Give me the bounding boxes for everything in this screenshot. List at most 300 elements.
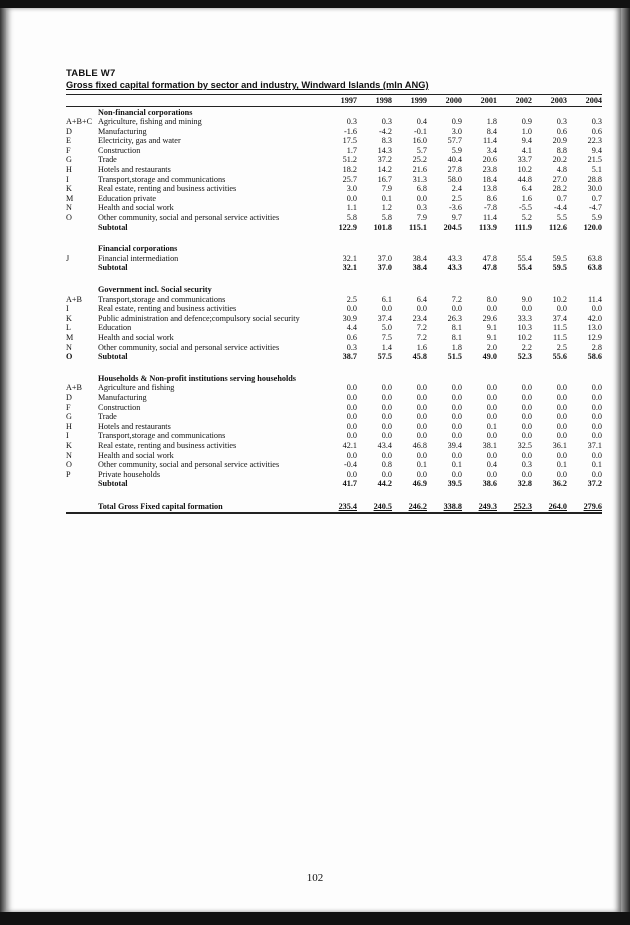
value-cell: 8.0: [486, 294, 497, 304]
value-cell: -5.5: [519, 203, 532, 213]
industry-code: K: [66, 440, 72, 450]
table-row: [66, 295, 602, 305]
value-cell: 1.4: [381, 342, 392, 352]
value-cell: 9.7: [451, 213, 462, 223]
section-title: Households & Non-profit institutions serving households: [98, 373, 296, 383]
value-cell: 112.6: [549, 222, 567, 232]
industry-label: Construction: [98, 145, 141, 155]
value-cell: 14.3: [377, 145, 392, 155]
value-cell: 0.0: [346, 421, 357, 431]
value-cell: 0.0: [556, 450, 567, 460]
industry-label: Hotels and restaurants: [98, 165, 171, 175]
data-table-container: [66, 94, 602, 514]
value-cell: 0.0: [451, 392, 462, 402]
value-cell: 235.4: [322, 501, 357, 513]
value-cell: 0.0: [416, 421, 427, 431]
value-cell: 0.0: [416, 412, 427, 422]
value-cell: 30.0: [587, 184, 602, 194]
industry-label: Agriculture, fishing and mining: [98, 117, 202, 127]
spacer-cell: [66, 232, 98, 244]
value-cell: 47.8: [482, 253, 497, 263]
code-cell: [66, 244, 98, 254]
value-cell: -0.4: [344, 460, 357, 470]
value-cell: 25.2: [412, 155, 427, 165]
value-cell: 0.0: [346, 450, 357, 460]
industry-label: Trade: [98, 155, 117, 165]
value-cell: 4.4: [346, 323, 357, 333]
value-cell: 45.8: [412, 352, 427, 362]
value-cell: 0.0: [416, 450, 427, 460]
value-cell: 36.1: [552, 440, 567, 450]
value-cell: 26.3: [447, 313, 462, 323]
subtotal-row: [66, 263, 602, 273]
value-cell: 0.3: [591, 117, 602, 127]
total-label: Total Gross Fixed capital formation: [98, 501, 322, 513]
header-year: 2002: [515, 96, 532, 105]
industry-label: Education private: [98, 193, 156, 203]
value-cell: 20.6: [482, 155, 497, 165]
value-cell: 2.5: [346, 294, 357, 304]
value-cell: 5.9: [451, 145, 462, 155]
value-cell: 122.9: [338, 222, 357, 232]
industry-code: A+B+C: [66, 117, 93, 127]
value-cell: 5.0: [381, 323, 392, 333]
value-cell: 23.4: [412, 313, 427, 323]
industry-label: Other community, social and personal service activities: [98, 213, 280, 223]
section-spacer: [66, 273, 602, 285]
subtotal-code: [66, 479, 98, 489]
value-cell: 115.1: [409, 222, 427, 232]
value-cell: 246.2: [392, 501, 427, 513]
value-cell: 7.9: [381, 184, 392, 194]
industry-label: Real estate, renting and business activities: [98, 440, 237, 450]
value-cell: -4.2: [379, 126, 392, 136]
value-cell: 7.2: [451, 294, 462, 304]
value-cell: 10.2: [517, 332, 532, 342]
value-cell: 43.3: [447, 253, 462, 263]
table-row: [66, 213, 602, 223]
value-cell: 32.1: [342, 263, 357, 273]
value-cell: 0.0: [451, 412, 462, 422]
value-cell: 101.8: [373, 222, 392, 232]
code-cell: [66, 374, 98, 384]
value-cell: 0.0: [486, 383, 497, 393]
value-cell: 37.1: [587, 440, 602, 450]
subtotal-code: [66, 223, 98, 233]
table-label: TABLE W7: [66, 68, 116, 79]
header-year: 2003: [550, 96, 567, 105]
value-cell: 0.0: [346, 304, 357, 314]
table-row: [66, 314, 602, 324]
value-cell: 58.0: [447, 174, 462, 184]
value-cell: 0.3: [381, 117, 392, 127]
value-cell: 5.8: [381, 213, 392, 223]
value-cell: 0.0: [416, 304, 427, 314]
value-cell: 58.6: [587, 352, 602, 362]
value-cell: 0.3: [521, 460, 532, 470]
value-cell: 0.0: [591, 469, 602, 479]
value-cell: 0.0: [521, 431, 532, 441]
industry-label: Health and social work: [98, 203, 174, 213]
header-year: 1999: [410, 96, 427, 105]
value-cell: 43.3: [447, 263, 462, 273]
value-cell: 0.3: [346, 342, 357, 352]
industry-code: A+B: [66, 294, 82, 304]
industry-label: Real estate, renting and business activities: [98, 304, 237, 314]
value-cell: 0.4: [486, 460, 497, 470]
value-cell: 0.0: [381, 392, 392, 402]
value-cell: 52.3: [517, 352, 532, 362]
value-cell: 0.0: [556, 469, 567, 479]
value-cell: 0.7: [556, 193, 567, 203]
value-cell: 1.6: [521, 193, 532, 203]
industry-code: L: [66, 323, 72, 333]
industry-code: D: [66, 392, 72, 402]
industry-label: Hotels and restaurants: [98, 421, 171, 431]
value-cell: 0.0: [486, 402, 497, 412]
table-row: [66, 165, 602, 175]
value-cell: 1.8: [451, 342, 462, 352]
industry-code: K: [66, 313, 72, 323]
spacer-cell: [66, 273, 98, 285]
value-cell: 33.7: [517, 155, 532, 165]
value-cell: 14.2: [377, 165, 392, 175]
value-cell: 0.0: [451, 450, 462, 460]
industry-code: P: [66, 469, 71, 479]
value-cell: 5.5: [556, 213, 567, 223]
subtotal-row: [66, 479, 602, 489]
value-cell: 0.0: [381, 469, 392, 479]
total-code: [66, 501, 98, 513]
value-cell: 38.1: [482, 440, 497, 450]
value-cell: 0.3: [556, 117, 567, 127]
value-cell: 16.0: [412, 136, 427, 146]
value-cell: 2.5: [451, 193, 462, 203]
value-cell: 29.6: [482, 313, 497, 323]
value-cell: 38.4: [412, 253, 427, 263]
industry-label: Health and social work: [98, 450, 174, 460]
value-cell: 5.2: [521, 213, 532, 223]
section-title: Government incl. Social security: [98, 285, 212, 294]
value-cell: 0.0: [451, 383, 462, 393]
value-cell: 9.4: [521, 136, 532, 146]
value-cell: 28.2: [552, 184, 567, 194]
subtotal-label: Subtotal: [98, 263, 128, 273]
value-cell: 0.0: [416, 402, 427, 412]
value-cell: 0.0: [346, 431, 357, 441]
value-cell: 0.0: [416, 193, 427, 203]
value-cell: 0.0: [451, 402, 462, 412]
value-cell: 0.0: [591, 431, 602, 441]
table-row: [66, 383, 602, 393]
industry-code: I: [66, 304, 69, 314]
value-cell: 0.0: [591, 421, 602, 431]
value-cell: 264.0: [532, 501, 567, 513]
value-cell: 0.6: [556, 126, 567, 136]
value-cell: 1.0: [521, 126, 532, 136]
value-cell: 8.6: [486, 193, 497, 203]
industry-code: G: [66, 412, 72, 422]
value-cell: 0.0: [521, 402, 532, 412]
value-cell: 1.2: [381, 203, 392, 213]
value-cell: 0.9: [451, 117, 462, 127]
table-row: [66, 304, 602, 314]
value-cell: 120.0: [583, 222, 602, 232]
value-cell: 0.0: [346, 392, 357, 402]
value-cell: 0.0: [521, 383, 532, 393]
value-cell: 0.0: [381, 412, 392, 422]
value-cell: 57.7: [447, 136, 462, 146]
value-cell: 2.8: [591, 342, 602, 352]
header-year: 2000: [445, 96, 462, 105]
table-row: [66, 470, 602, 480]
industry-label: Other community, social and personal service activities: [98, 460, 280, 470]
value-cell: 4.1: [521, 145, 532, 155]
industry-code: J: [66, 253, 70, 263]
section-header-row: [66, 285, 602, 295]
section-title: Non-financial corporations: [98, 107, 193, 117]
value-cell: 11.4: [482, 213, 497, 223]
value-cell: 252.3: [497, 501, 532, 513]
industry-code: I: [66, 431, 69, 441]
value-cell: 0.0: [486, 450, 497, 460]
value-cell: 0.0: [556, 431, 567, 441]
value-cell: 0.0: [486, 304, 497, 314]
value-cell: 37.2: [587, 479, 602, 489]
value-cell: 5.7: [416, 145, 427, 155]
industry-code: G: [66, 155, 72, 165]
header-year: 1998: [375, 96, 392, 105]
value-cell: 0.0: [486, 469, 497, 479]
value-cell: 0.0: [591, 304, 602, 314]
value-cell: 0.4: [416, 117, 427, 127]
value-cell: 42.0: [587, 313, 602, 323]
spacer-cell: [66, 489, 98, 501]
value-cell: 0.6: [591, 126, 602, 136]
industry-label: Electricity, gas and water: [98, 136, 181, 146]
page-number: 102: [306, 872, 324, 884]
value-cell: 20.2: [552, 155, 567, 165]
value-cell: 0.1: [381, 193, 392, 203]
table-row: [66, 184, 602, 194]
section-spacer: [66, 362, 602, 374]
value-cell: 32.5: [517, 440, 532, 450]
table-row: [66, 402, 602, 412]
table-row: [66, 460, 602, 470]
value-cell: 32.1: [342, 253, 357, 263]
value-cell: 8.1: [451, 323, 462, 333]
value-cell: 0.0: [556, 421, 567, 431]
value-cell: 20.9: [552, 136, 567, 146]
value-cell: 0.0: [556, 392, 567, 402]
value-cell: 1.6: [416, 342, 427, 352]
value-cell: 0.0: [591, 402, 602, 412]
value-cell: 57.5: [377, 352, 392, 362]
section-spacer: [66, 232, 602, 244]
value-cell: 0.0: [556, 383, 567, 393]
value-cell: 0.0: [521, 450, 532, 460]
industry-label: Private households: [98, 469, 161, 479]
industry-label: Financial intermediation: [98, 253, 179, 263]
industry-code: M: [66, 332, 74, 342]
table-row: [66, 254, 602, 264]
value-cell: 204.5: [443, 222, 462, 232]
section-header-row: [66, 107, 602, 117]
value-cell: 0.0: [591, 392, 602, 402]
industry-code: N: [66, 450, 72, 460]
value-cell: 0.0: [451, 304, 462, 314]
value-cell: 0.1: [416, 460, 427, 470]
scan-edge-right: [620, 8, 630, 912]
value-cell: 27.8: [447, 165, 462, 175]
value-cell: 0.0: [521, 412, 532, 422]
value-cell: 0.0: [556, 402, 567, 412]
value-cell: 46.8: [412, 440, 427, 450]
value-cell: 11.4: [482, 136, 497, 146]
value-cell: 39.4: [447, 440, 462, 450]
industry-label: Education: [98, 323, 132, 333]
value-cell: 12.9: [587, 332, 602, 342]
value-cell: 63.8: [587, 263, 602, 273]
value-cell: 44.8: [517, 174, 532, 184]
header-code: [66, 95, 98, 107]
value-cell: 0.0: [486, 392, 497, 402]
industry-label: Trade: [98, 412, 117, 422]
value-cell: 18.2: [342, 165, 357, 175]
value-cell: 5.8: [346, 213, 357, 223]
value-cell: 0.1: [556, 460, 567, 470]
value-cell: 0.0: [556, 412, 567, 422]
section-title: Financial corporations: [98, 244, 178, 254]
value-cell: -3.6: [449, 203, 462, 213]
value-cell: 0.0: [381, 450, 392, 460]
value-cell: 0.8: [381, 460, 392, 470]
industry-code: F: [66, 145, 71, 155]
table-row: [66, 450, 602, 460]
value-cell: 0.3: [346, 117, 357, 127]
value-cell: 0.3: [416, 203, 427, 213]
value-cell: 25.7: [342, 174, 357, 184]
industry-code: N: [66, 342, 72, 352]
value-cell: -1.6: [344, 126, 357, 136]
value-cell: 36.2: [552, 479, 567, 489]
value-cell: 11.5: [552, 323, 567, 333]
value-cell: 0.0: [486, 431, 497, 441]
value-cell: 249.3: [462, 501, 497, 513]
value-cell: 42.1: [342, 440, 357, 450]
value-cell: 0.0: [416, 383, 427, 393]
table-row: [66, 146, 602, 156]
value-cell: 37.0: [377, 253, 392, 263]
value-cell: 9.1: [486, 332, 497, 342]
table-row: [66, 333, 602, 343]
code-cell: [66, 285, 98, 295]
value-cell: 7.5: [381, 332, 392, 342]
industry-label: Transport,storage and communications: [98, 431, 226, 441]
value-cell: -0.1: [414, 126, 427, 136]
value-cell: 3.0: [451, 126, 462, 136]
value-cell: 43.4: [377, 440, 392, 450]
header-year: 2004: [585, 96, 602, 105]
value-cell: 0.1: [486, 421, 497, 431]
table-row: [66, 194, 602, 204]
value-cell: 111.9: [514, 222, 532, 232]
industry-label: Real estate, renting and business activities: [98, 184, 237, 194]
table-row: [66, 203, 602, 213]
value-cell: 4.8: [556, 165, 567, 175]
spacer-cell: [66, 362, 98, 374]
value-cell: 51.2: [342, 155, 357, 165]
value-cell: 0.0: [381, 402, 392, 412]
industry-label: Transport,storage and communications: [98, 294, 226, 304]
value-cell: 38.7: [342, 352, 357, 362]
header-label: [98, 95, 322, 107]
subtotal-row: [66, 223, 602, 233]
value-cell: 38.4: [412, 263, 427, 273]
industry-code: D: [66, 126, 72, 136]
industry-label: Manufacturing: [98, 126, 147, 136]
table-row: [66, 323, 602, 333]
value-cell: 44.2: [377, 479, 392, 489]
industry-code: I: [66, 174, 69, 184]
value-cell: 8.3: [381, 136, 392, 146]
value-cell: 38.6: [482, 479, 497, 489]
table-row: [66, 136, 602, 146]
table-row: [66, 155, 602, 165]
subtotal-label: Subtotal: [98, 352, 128, 362]
value-cell: 7.9: [416, 213, 427, 223]
value-cell: 3.0: [346, 184, 357, 194]
value-cell: 13.8: [482, 184, 497, 194]
value-cell: 28.8: [587, 174, 602, 184]
table-row: [66, 342, 602, 352]
value-cell: 59.5: [552, 263, 567, 273]
value-cell: 0.0: [591, 450, 602, 460]
value-cell: 39.5: [447, 479, 462, 489]
value-cell: 10.2: [517, 165, 532, 175]
subtotal-label: Subtotal: [98, 222, 128, 232]
value-cell: 0.0: [486, 412, 497, 422]
value-cell: 63.8: [587, 253, 602, 263]
value-cell: 338.8: [427, 501, 462, 513]
value-cell: 0.6: [346, 332, 357, 342]
subtotal-code: O: [66, 352, 73, 362]
value-cell: 9.1: [486, 323, 497, 333]
section-spacer: [66, 489, 602, 501]
value-cell: 21.5: [587, 155, 602, 165]
value-cell: 9.4: [591, 145, 602, 155]
industry-label: Other community, social and personal service activities: [98, 342, 280, 352]
industry-code: A+B: [66, 383, 82, 393]
value-cell: 0.7: [591, 193, 602, 203]
value-cell: 0.9: [521, 117, 532, 127]
value-cell: 0.0: [591, 383, 602, 393]
value-cell: 18.4: [482, 174, 497, 184]
value-cell: 0.0: [346, 469, 357, 479]
industry-label: Public administration and defence;compulsory social security: [98, 313, 300, 323]
value-cell: 0.0: [346, 193, 357, 203]
value-cell: 10.2: [552, 294, 567, 304]
subtotal-code: [66, 263, 98, 273]
value-cell: 0.0: [521, 469, 532, 479]
industry-code: M: [66, 193, 74, 203]
value-cell: 2.0: [486, 342, 497, 352]
value-cell: 6.8: [416, 184, 427, 194]
value-cell: 47.8: [482, 263, 497, 273]
industry-code: N: [66, 203, 72, 213]
value-cell: 37.0: [377, 263, 392, 273]
value-cell: 5.9: [591, 213, 602, 223]
